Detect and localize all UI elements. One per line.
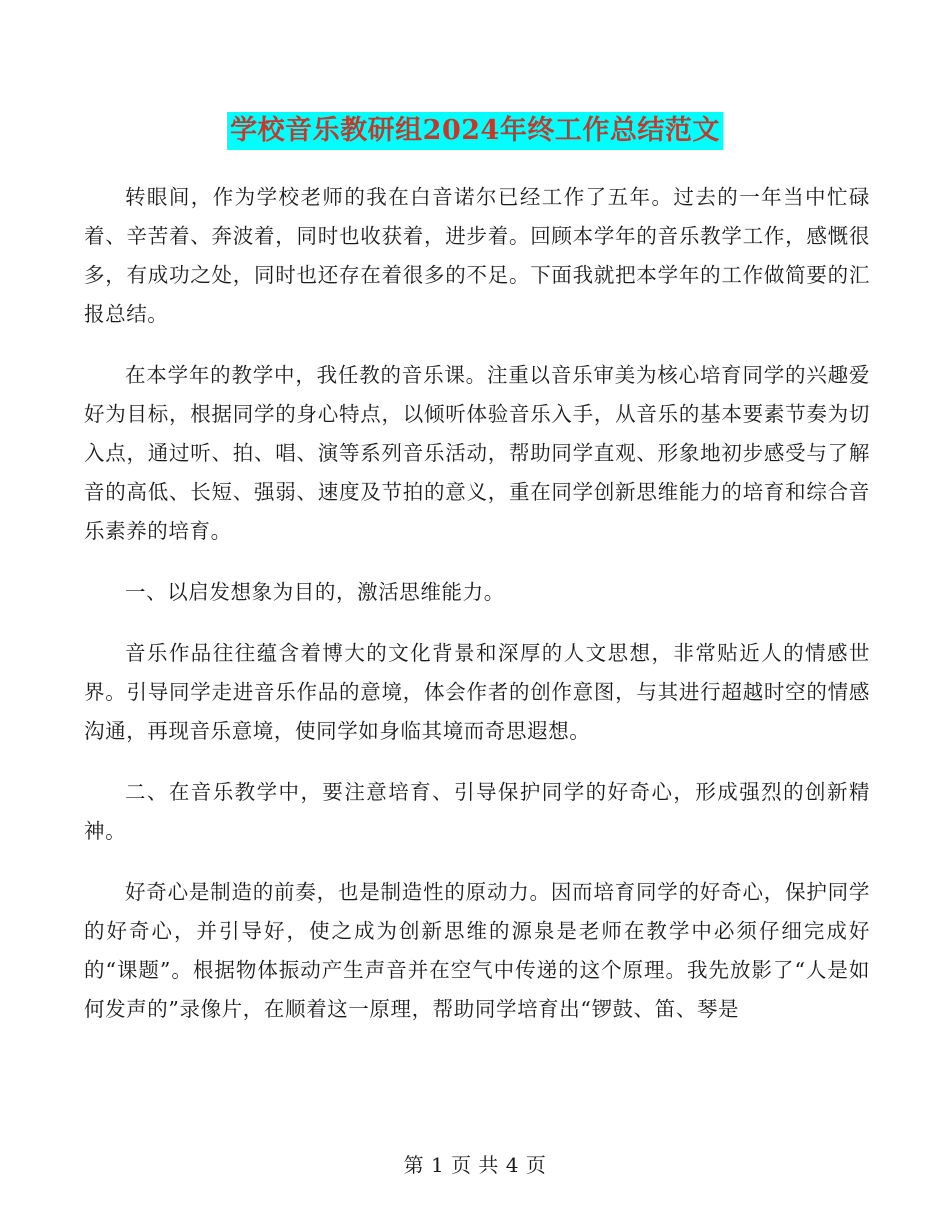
document-title: 学校音乐教研组2024年终工作总结范文 bbox=[227, 112, 723, 150]
document-body bbox=[84, 178, 870, 1029]
paragraph-section-1: 音乐作品往往蕴含着博大的文化背景和深厚的人文思想，非常贴近人的情感世界。引导同学走进音乐作品的意境，体会作者的创作意图，与其进行超越时空的情感沟通，再现音乐意境，使同学如身临其境而奇思遐想。 bbox=[84, 641, 870, 743]
section-heading-2: 二、在音乐教学中，要注意培育、引导保护同学的好奇心，形成强烈的创新精神。 bbox=[84, 780, 870, 843]
paragraph-intro: 转眼间，作为学校老师的我在白音诺尔已经工作了五年。过去的一年当中忙碌着、辛苦着、奔波着，同时也收获着，进步着。回顾本学年的音乐教学工作，感慨很多，有成功之处，同时也还存在着很多的不足。下面我就把本学年的工作做简要的汇报总结。 bbox=[84, 185, 870, 326]
paragraph-section-2: 好奇心是制造的前奏，也是制造性的原动力。因而培育同学的好奇心，保护同学的好奇心，并引导好，使之成为创新思维的源泉是老师在教学中必须仔细完成好的“课题”。根据物体振动产生声音并在空气中传递的这个原理。我先放影了“人是如何发声的”录像片，在顺着这一原理，帮助同学培育出“锣鼓、笛、琴是 bbox=[84, 880, 870, 1021]
title-container bbox=[0, 112, 950, 150]
section-heading-1: 一、以启发想象为目的，激活思维能力。 bbox=[125, 580, 505, 604]
paragraph-teaching-overview: 在本学年的教学中，我任教的音乐课。注重以音乐审美为核心培育同学的兴趣爱好为目标，根据同学的身心特点，以倾听体验音乐入手，从音乐的基本要素节奏为切入点，通过听、拍、唱、演等系列音乐活动，帮助同学直观、形象地初步感受与了解音的高低、长短、强弱、速度及节拍的意义，重在同学创新思维能力的培育和综合音乐素养的培育。 bbox=[84, 363, 870, 543]
page-number-footer: 第 1 页 共 4 页 bbox=[403, 1153, 547, 1177]
